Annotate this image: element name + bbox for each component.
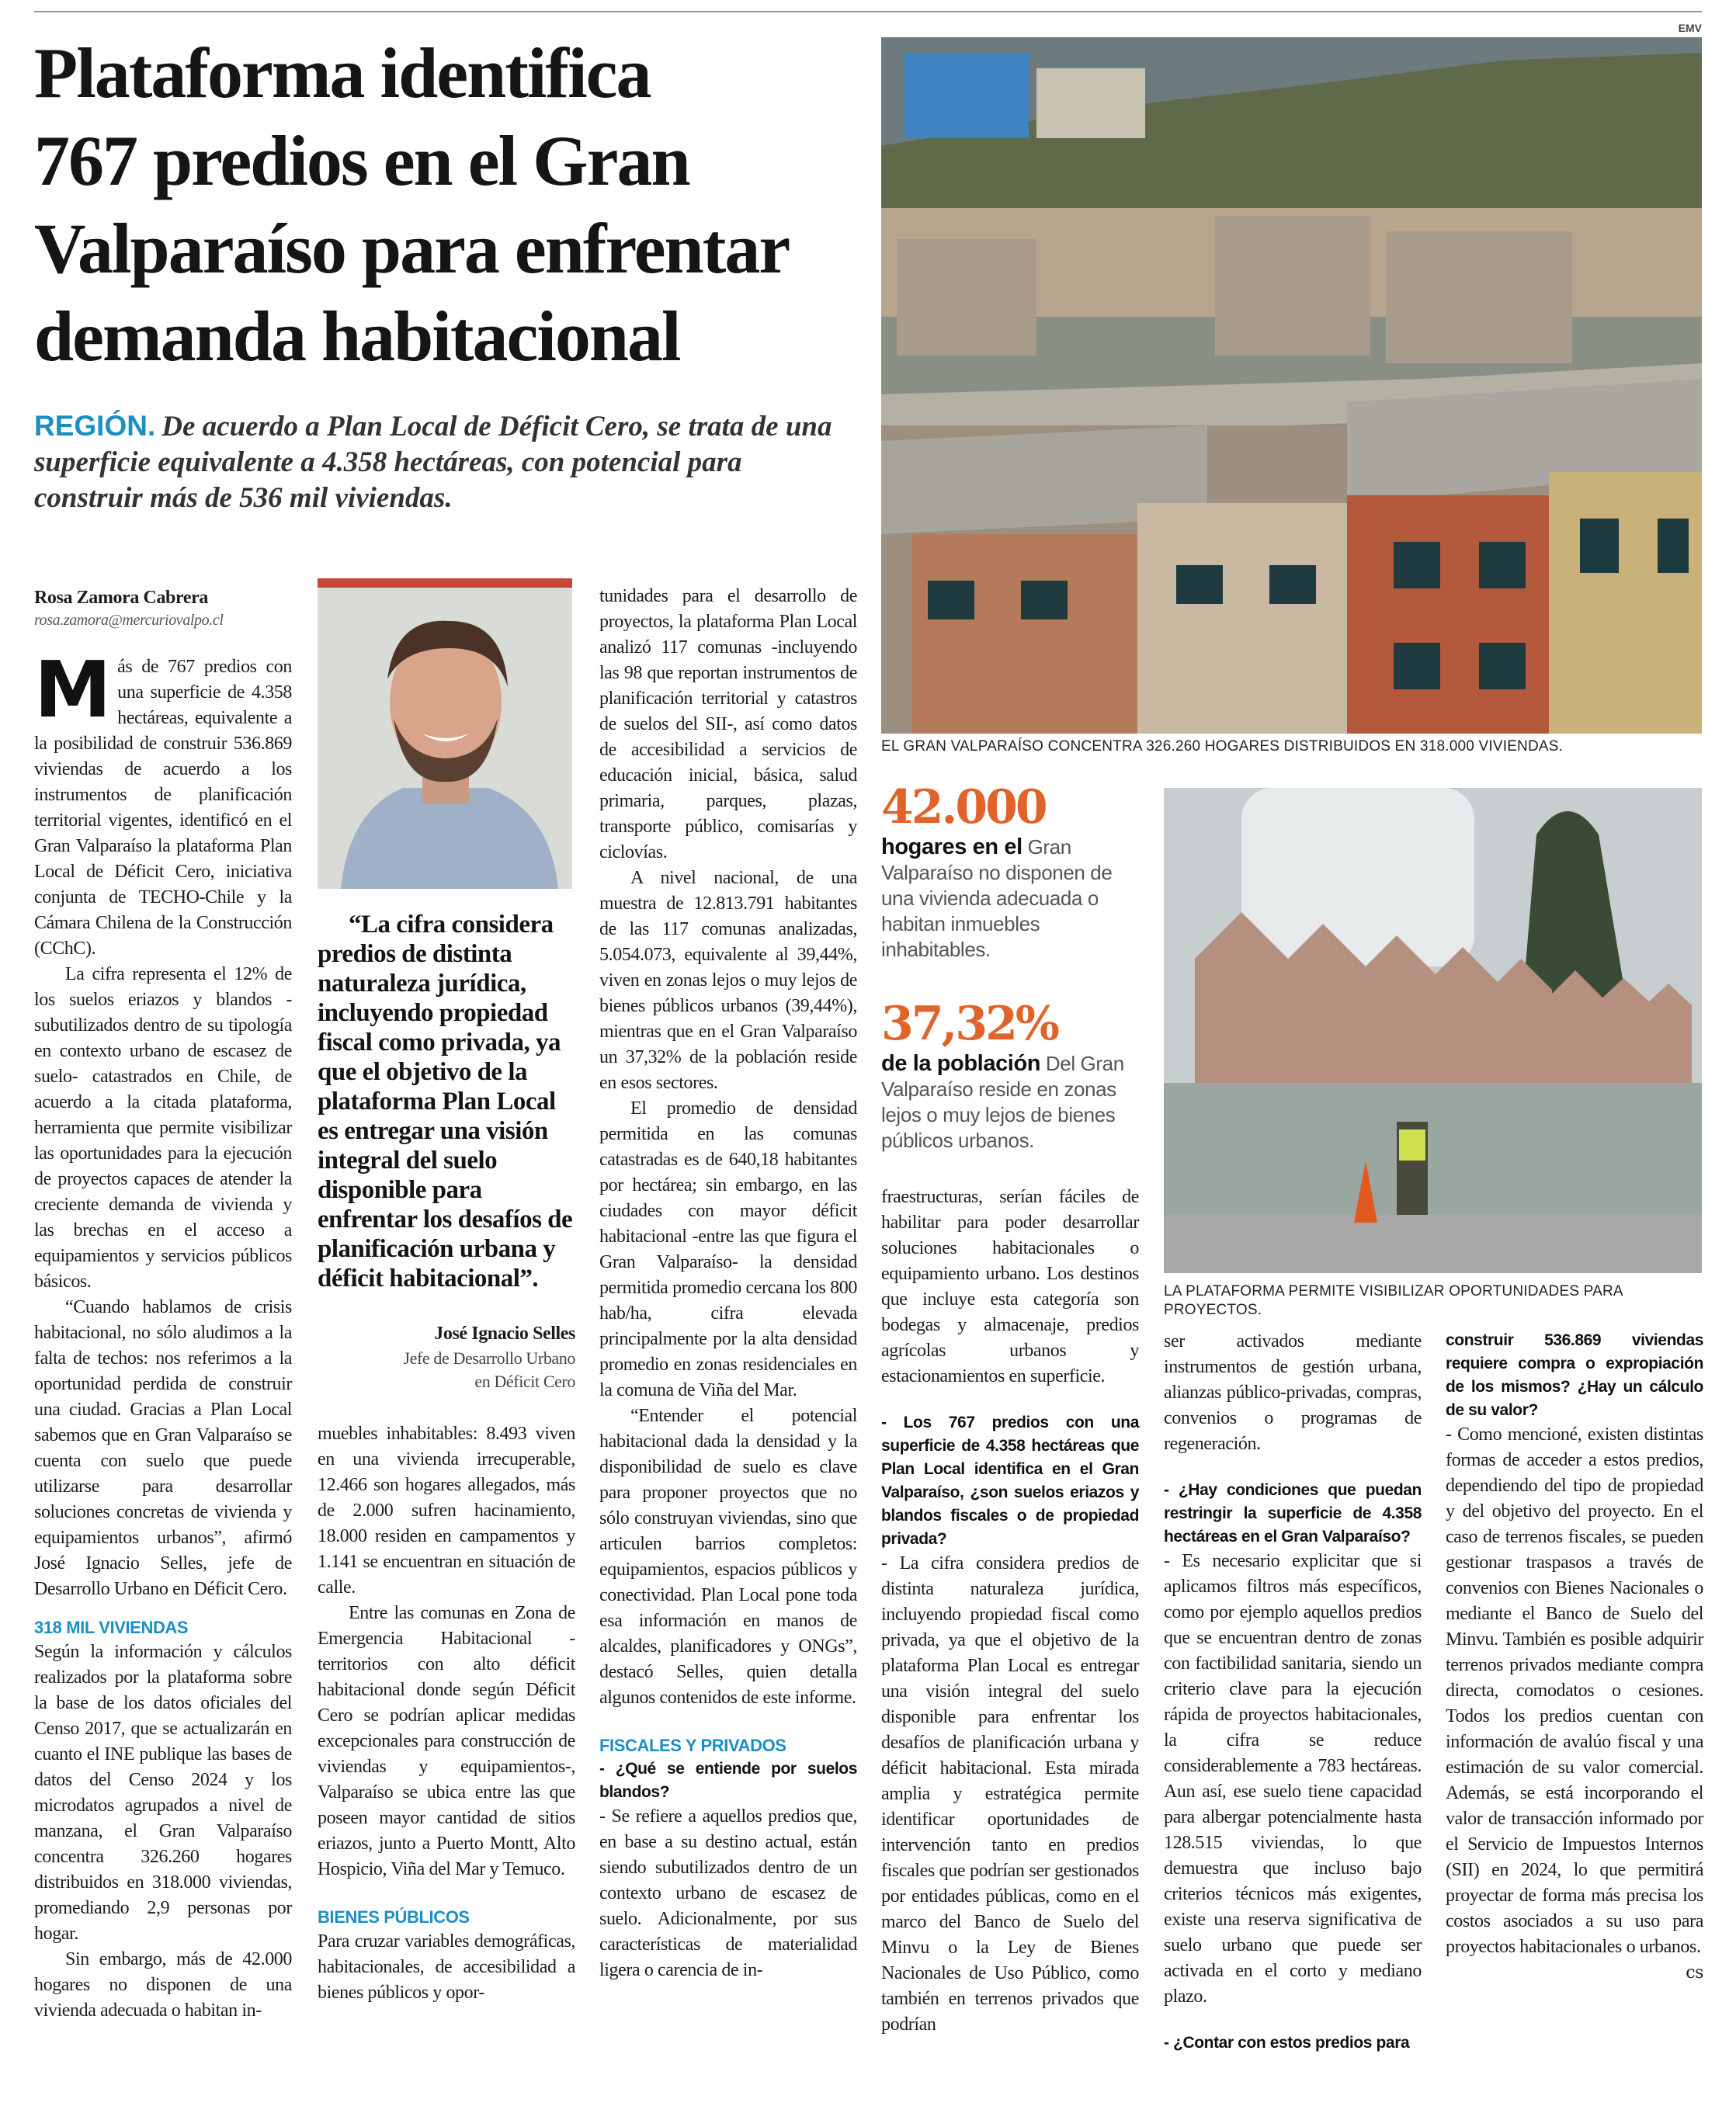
- second-photo-caption: LA PLATAFORMA PERMITE VISIBILIZAR OPORTUNIDADES PARA PROYECTOS.: [1164, 1283, 1623, 1318]
- headline-line: demanda habitacional: [34, 297, 680, 376]
- construction-site-image: [1164, 788, 1702, 1273]
- column-4: [881, 780, 1139, 2038]
- stat-bold: de la población: [881, 1051, 1041, 1076]
- article-paragraph: A nivel nacional, de una muestra de 12.813.791 habitantes de las 117 comunas analizadas, 5.054.073, equivalente al 39,44%, viven en zonas lejos o muy lejos de bienes públicos urbanos (39,44%), mientras que en el Gran Valparaíso un 37,32% de la población reside en esos sectores.: [599, 868, 857, 1093]
- stat-description: [881, 1051, 1139, 1154]
- interview-question: - ¿Qué se entiende por suelos blandos?: [599, 1760, 857, 1801]
- article-paragraph: tunidades para el desarrollo de proyectos, la plataforma Plan Local analizó 117 comunas -incluyendo las 98 que reportan instrumentos de planificación territorial y catastros de suelos del SII-, así como datos de accesibilidad a servicios de educación inicial, básica, salud primaria, parques, plazas, transporte público, comisarías y ciclovías.: [599, 586, 857, 862]
- article-paragraph: muebles inhabitables: 8.493 viven en una vivienda irrecuperable, 12.466 son hogares allegados, más de 2.000 sufren hacinamiento, 18.000 residen en campamentos y 1.141 se encuentran en situación de calle.: [318, 1424, 575, 1598]
- housing-blocks-image: [881, 37, 1702, 734]
- column-6: [1446, 1329, 1703, 1986]
- top-rule: [34, 11, 1702, 12]
- interview-question: - Los 767 predios con una superficie de 4.358 hectáreas que Plan Local identifica en el Gran Valparaíso, ¿son suelos eriazos y blandos fiscales o de propiedad privada?: [881, 1414, 1139, 1548]
- stat-value: 42.000: [881, 780, 1046, 834]
- column-5: [1164, 1329, 1422, 2055]
- article-paragraph: ser activados mediante instrumentos de gestión urbana, alianzas público-privadas, compras, convenios o programas de regeneración.: [1164, 1331, 1422, 1454]
- article-paragraph: “Entender el potencial habitacional dada la densidad y la disponibilidad de suelo es clave para proponer proyectos que no sólo construyan viviendas, sino que articulen barrios completos: equipamientos, espacios públicos y conectividad. Plan Local pone toda esa información en manos de alcaldes, planificadores y ONGs”, destacó Selles, quien detalla algunos contenidos de este informe.: [599, 1406, 857, 1708]
- interview-question: - ¿Hay condiciones que puedan restringir la superficie de 4.358 hectáreas en el Gran Valparaíso?: [1164, 1481, 1422, 1546]
- interview-answer: [1446, 1422, 1703, 1983]
- pull-quote: “La cifra considera predios de distinta naturaleza jurídica, incluyendo propiedad fiscal como privada, ya que el objetivo de la plataforma Plan Local es entregar una visión integral del suelo disponible para enfrentar los desafíos de planificación urbana y déficit habitacional”.: [318, 911, 573, 1293]
- portrait-image: [318, 578, 572, 889]
- subhead: FISCALES Y PRIVADOS: [599, 1736, 786, 1755]
- column-1: [34, 586, 292, 2024]
- interview-question: construir 536.869 viviendas requiere compra o expropiación de los mismos? ¿Hay un cálculo de su valor?: [1446, 1331, 1703, 1419]
- article-paragraph: Sin embargo, más de 42.000 hogares no disponen de una vivienda adecuada o habitan in-: [34, 1949, 292, 2021]
- interview-answer: - Es necesario explicitar que si aplicamos filtros más específicos, como por ejemplo aquellos predios que se encuentran dentro de zonas con factibilidad sanitaria, siendo un criterio clave para la ejecución rápida de proyectos habitacionales, la cifra se reduce considerablemente a 783 hectáreas. Aun así, ese suelo tiene capacidad para albergar potencialmente hasta 128.515 viviendas, lo que demuestra que incluso bajo criterios técnicos más exigentes, existe una reserva significativa de suelo urbano que puede ser activada en el corto y mediano plazo.: [1164, 1551, 1422, 2007]
- subhead: BIENES PÚBLICOS: [318, 1907, 470, 1927]
- interview-question: - ¿Contar con estos predios para: [1164, 2034, 1410, 2052]
- interview-answer: - Se refiere a aquellos predios que, en base a su destino actual, están siendo subutilizados dentro de un contexto urbano de escasez de suelo. Adicionalmente, por sus características de materialidad ligera o carencia de in-: [599, 1806, 857, 1980]
- stat-value: 37,32%: [881, 997, 1057, 1051]
- article-paragraph: La cifra representa el 12% de los suelos eriazos y blandos -subutilizados dentro de su tipología en contexto urbano de escasez de suelo- catastrados en Chile, de acuerdo a la citada plataforma, herramienta que permite visibilizar las oportunidades para la ejecución de proyectos capaces de atender la creciente demanda de vivienda y las brechas en el acceso a equipamientos y servicios públicos básicos.: [34, 964, 292, 1292]
- headline-line: Valparaíso para enfrentar: [34, 209, 790, 288]
- main-photo-caption: EL GRAN VALPARAÍSO CONCENTRA 326.260 HOGARES DISTRIBUIDOS EN 318.000 VIVIENDAS.: [881, 738, 1564, 755]
- stat-bold: hogares en el: [881, 834, 1023, 859]
- article-paragraph: “Cuando hablamos de crisis habitacional, no sólo aludimos a la falta de techos: nos referimos a la oportunidad perdida de construir una ciudad. Gracias a Plan Local sabemos que en Gran Valparaíso se cuenta con suelo que puede utilizarse para desarrollar soluciones concretas de vivienda y equipamientos urbanos”, afirmó José Ignacio Selles, jefe de Desarrollo Urbano en Déficit Cero.: [34, 1297, 292, 1599]
- deck: [34, 408, 857, 516]
- stats-box: [881, 780, 1139, 1154]
- quote-role: en Déficit Cero: [474, 1372, 575, 1391]
- end-mark-icon: cs: [1686, 1963, 1703, 1983]
- article-paragraph: Según la información y cálculos realizados por la plataforma sobre la base de los datos oficiales del Censo 2017, que se actualizarán en cuanto el INE publique las bases de datos del Censo 2024 y los microdatos agrupados a nivel de manzana, el Gran Valparaíso concentra 326.260 hogares distribuidos en 318.000 viviendas, promediando 2,9 personas por hogar.: [34, 1642, 292, 1944]
- column-2: [318, 910, 575, 2006]
- article-paragraph: Entre las comunas en Zona de Emergencia Habitacional -territorios con alto déficit habitacional donde según Déficit Cero se podrían aplicar medidas excepcionales para construcción de viviendas y equipamientos-, Valparaíso se ubica entre las que poseen mayor cantidad de sitios eriazos, junto a Puerto Montt, Alto Hospicio, Viña del Mar y Temuco.: [318, 1603, 575, 1879]
- article-paragraph: fraestructuras, serían fáciles de habilitar para poder desarrollar soluciones habitacionales o equipamiento urbano. Los destinos que incluye esta categoría son bodegas y almacenaje, predios agrícolas urbanos y estacionamientos en superficie.: [881, 1187, 1139, 1386]
- stat-text: Del Gran Valparaíso reside en zonas lejos o muy lejos de bienes públicos urbanos.: [881, 1052, 1124, 1152]
- article-paragraph: El promedio de densidad permitida en las comunas catastradas es de 640,18 habitantes por hectárea; sin embargo, en las ciudades con mayor déficit habitacional -entre las que figura el Gran Valparaíso- la densidad permitida promedio cercana los 800 hab/ha, cifra elevada principalmente por la alta densidad promedio en zonas residenciales en la comuna de Viña del Mar.: [599, 1098, 857, 1400]
- deck-text: De acuerdo a Plan Local de Déficit Cero, se trata de una superficie equivalente a 4.358 hectáreas, con potencial para construir más de 536 mil viviendas.: [34, 411, 832, 514]
- portrait-photo: [318, 578, 572, 889]
- headline-line: Plataforma identifica: [34, 33, 651, 113]
- headline-block: [34, 29, 865, 516]
- answer-text: - Como mencioné, existen distintas formas de acceder a estos predios, dependiendo del tipo de propiedad y del objetivo del proyecto. En el caso de terrenos fiscales, se pueden gestionar traspasos a través de convenios con Bienes Nacionales o mediante el Banco de Suelo del Minvu. También es posible adquirir terrenos privados mediante compra directa, comodatos o cesiones. Todos los predios cuentan con información de avalúo fiscal y una estimación de su valor comercial. Además, se está incorporando el valor de transacción informado por el Servicio de Impuestos Internos (SII) en 2024, lo que permitirá proyectar de forma más precisa los costos asociados a su uso para proyectos habitacionales o urbanos.: [1446, 1424, 1703, 1957]
- byline-author: Rosa Zamora Cabrera: [34, 588, 208, 608]
- photo-credit: EMV: [1678, 22, 1702, 34]
- headline: [34, 29, 865, 380]
- second-photo-construction: [1164, 788, 1702, 1273]
- subhead: 318 MIL VIVIENDAS: [34, 1618, 189, 1637]
- stat-text: Gran Valparaíso no disponen de una vivienda adecuada o habitan inmuebles inhabitables.: [881, 835, 1113, 961]
- quote-author: José Ignacio Selles: [434, 1324, 575, 1344]
- section-tag: REGIÓN.: [34, 410, 156, 442]
- interview-answer: - La cifra considera predios de distinta naturaleza jurídica, incluyendo propiedad fiscal como privada, ya que el objetivo de la plataforma Plan Local es entregar una visión integral del suelo disponible para enfrentar los desafíos de planificación urbana y déficit habitacional. Esta mirada amplia y estratégica permite identificar oportunidades de intervención tanto en predios fiscales que podrían ser gestionados por entidades públicas, como en el marco del Banco de Suelo del Minvu o la Ley de Bienes Nacionales de Uso Público, como también en terrenos privados que podrían: [881, 1553, 1139, 2035]
- byline-email[interactable]: rosa.zamora@mercuriovalpo.cl: [34, 612, 224, 629]
- paragraph-text: ás de 767 predios con una superficie de 4.358 hectáreas, equivalente a la posibilidad de construir 536.869 viviendas de acuerdo a los instrumentos de planificación territorial vigentes, identificó en el Gran Valparaíso la plataforma Plan Local de Déficit Cero, iniciativa conjunta de TECHO-Chile y la Cámara Chilena de la Construcción (CChC).: [34, 657, 292, 959]
- quote-attribution: [318, 1321, 575, 1393]
- headline-line: 767 predios en el Gran: [34, 121, 689, 200]
- article-paragraph: Para cruzar variables demográficas, habitacionales, de accesibilidad a bienes públicos y opor-: [318, 1931, 575, 2003]
- quote-role: Jefe de Desarrollo Urbano: [403, 1348, 575, 1368]
- drop-cap: M: [34, 644, 112, 735]
- stat-description: [881, 834, 1139, 963]
- column-3: [599, 584, 857, 1983]
- article-paragraph: [34, 644, 292, 962]
- main-photo-housing: [881, 37, 1702, 734]
